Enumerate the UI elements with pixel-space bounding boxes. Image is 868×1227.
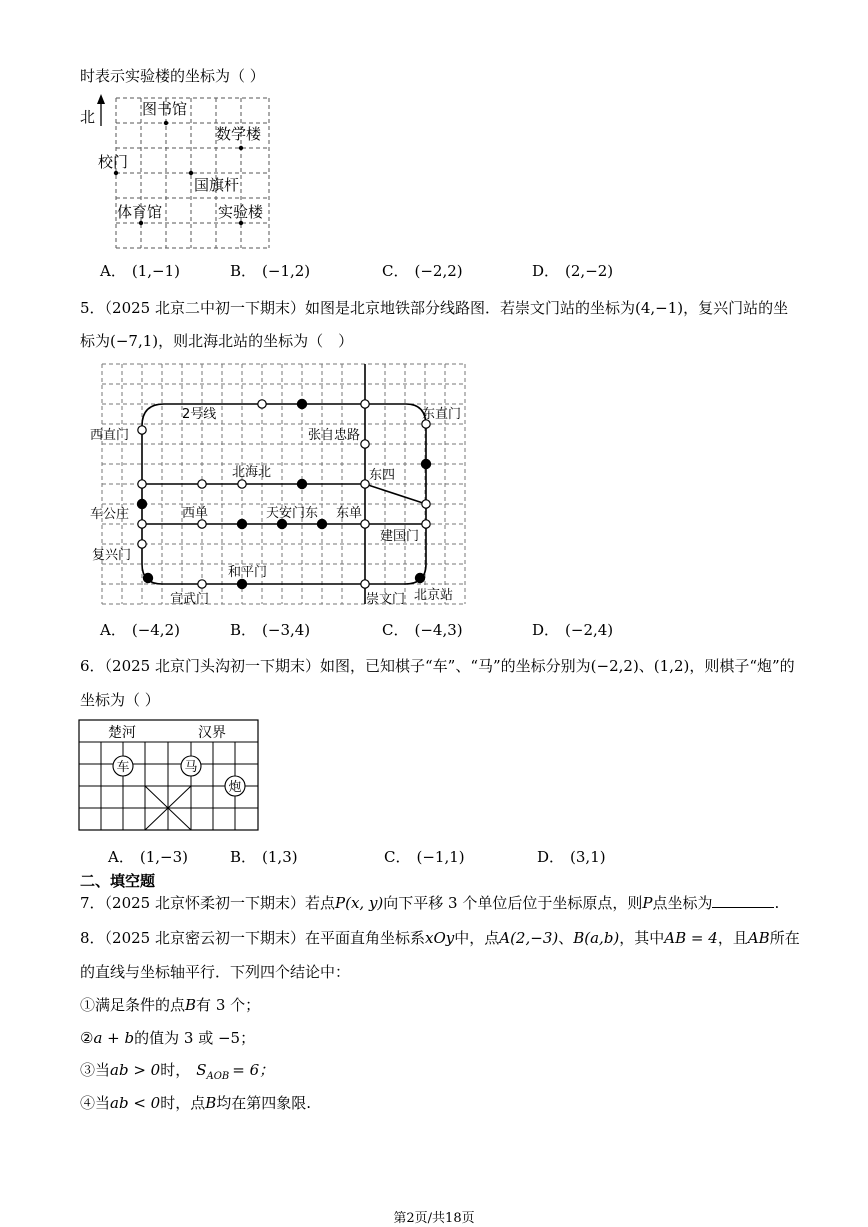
- dongsi-label: 东四: [369, 468, 396, 483]
- option-letter: D．: [532, 621, 560, 639]
- q4-north-label: 北: [80, 108, 96, 126]
- pao-label: 炮: [228, 780, 242, 795]
- option-value: (1,−1): [131, 262, 180, 280]
- option-letter: C．: [382, 621, 409, 639]
- q5-option-a[interactable]: [100, 619, 180, 641]
- q8-text-1: 8．（2025 北京密云初一下期末）在平面直角坐标系: [80, 929, 425, 947]
- q8-stem-line2: 的直线与坐标轴平行．下列四个结论中：: [80, 963, 351, 981]
- library-point: [164, 121, 168, 125]
- q8-stem-line1: [80, 928, 800, 948]
- option-value: (−1,2): [262, 262, 311, 280]
- q8-sep: 、: [558, 929, 574, 947]
- lab-point: [239, 221, 243, 225]
- q5-stations: [137, 399, 430, 588]
- q4-options: [100, 260, 660, 282]
- option-letter: A．: [108, 848, 134, 866]
- c4-b: B: [205, 1094, 217, 1112]
- c3-s: S: [196, 1061, 207, 1079]
- fuxingmen-label: 复兴门: [92, 548, 132, 563]
- math-building-label: 数学楼: [216, 125, 262, 143]
- north-arrow-icon: [97, 94, 105, 126]
- q8-text-3: ，其中: [619, 929, 665, 947]
- chegongzhuang-label: 车公庄: [90, 507, 130, 522]
- xizhimen-label: 西直门: [90, 428, 130, 443]
- q5-option-c[interactable]: [382, 619, 463, 641]
- q8-conclusion-1: [80, 995, 260, 1015]
- q8-point-a: A(2,−3): [499, 929, 559, 947]
- option-value: (−4,2): [131, 621, 180, 639]
- diagonal-line: [365, 484, 426, 504]
- q6-stem-line2: 坐标为（ ）: [80, 691, 160, 709]
- q5-subway-map: [90, 362, 470, 612]
- che-label: 车: [116, 760, 130, 775]
- page-footer: 第2页/共18页: [393, 1211, 475, 1226]
- q8-text-5: 所在: [769, 929, 800, 947]
- q7-answer-blank[interactable]: [712, 893, 774, 908]
- q4-option-b[interactable]: [230, 260, 310, 282]
- dongsi-station: [361, 480, 369, 488]
- c1-text-2: 有 3 个；: [196, 996, 261, 1014]
- school-gate-label: 校门: [98, 153, 129, 171]
- q6-option-c[interactable]: [384, 846, 465, 868]
- q4-campus-map: [76, 92, 276, 254]
- option-letter: B．: [230, 262, 257, 280]
- ma-piece: [181, 756, 201, 776]
- q6-stem-line1: 6．（2025 北京门头沟初一下期末）如图，已知棋子“车”、“马”的坐标分别为(−2,2)、(1,2)，则棋子“炮”的: [80, 657, 795, 675]
- c3-sub: AOB: [206, 1071, 230, 1082]
- q6-option-a[interactable]: [108, 846, 188, 868]
- c4-cond: ab < 0: [110, 1094, 161, 1112]
- line-2-label: 2号线: [182, 407, 217, 422]
- lab-label: 实验楼: [218, 203, 264, 221]
- option-value: (−3,4): [262, 621, 311, 639]
- option-letter: D．: [532, 262, 560, 280]
- flagpole-label: 国旗杆: [194, 176, 240, 194]
- beihaibei-label: 北海北: [232, 465, 272, 480]
- q5-stem-line2: 标为(−7,1)，则北海北站的坐标为（ ）: [80, 332, 354, 350]
- hanjie-label: 汉界: [198, 725, 226, 741]
- loop-line-2: [142, 404, 426, 584]
- c3-text-2: 时，: [160, 1061, 191, 1079]
- q8-ab-equals-4: AB = 4: [664, 929, 718, 947]
- q8-xoy: xOy: [425, 929, 455, 947]
- option-letter: C．: [382, 262, 409, 280]
- school-gate-point: [114, 171, 118, 175]
- option-letter: A．: [100, 621, 126, 639]
- option-value: (1,3): [262, 848, 298, 866]
- option-value: (3,1): [570, 848, 606, 866]
- q6-option-d[interactable]: [537, 846, 606, 868]
- gym-point: [139, 221, 143, 225]
- q6-option-b[interactable]: [230, 846, 298, 868]
- q4-option-a[interactable]: [100, 260, 180, 282]
- tiananmendong-label: 天安门东: [266, 506, 319, 521]
- q7-text-3: 点坐标为: [652, 894, 713, 912]
- q6-chessboard: [78, 719, 262, 835]
- q4-option-d[interactable]: [532, 260, 613, 282]
- section-heading-fill-in: 二、填空题: [80, 872, 156, 890]
- c4-text-3: 均在第四象限.: [216, 1094, 312, 1112]
- jianguomen-station: [422, 520, 430, 528]
- option-value: (−1,1): [416, 848, 465, 866]
- c3-cond: ab > 0: [110, 1061, 161, 1079]
- fuxingmen-station: [138, 540, 146, 548]
- q8-ab: AB: [747, 929, 770, 947]
- q8-conclusion-3: [80, 1060, 274, 1087]
- c1-text-1: ①满足条件的点: [80, 996, 186, 1014]
- dongzhimen-label: 东直门: [422, 407, 462, 422]
- c3-value: = 6；: [232, 1061, 275, 1079]
- q4-stem-tail: 时表示实验楼的坐标为（ ）: [80, 67, 265, 85]
- q7-period: .: [774, 894, 780, 912]
- q7-point-p: P(x, y): [335, 894, 384, 912]
- option-value: (−2,4): [565, 621, 614, 639]
- chegongzhuang-station: [137, 499, 146, 508]
- option-value: (−4,3): [414, 621, 463, 639]
- xizhimen-station: [138, 426, 146, 434]
- hepingmen-station: [237, 579, 246, 588]
- q5-options: [100, 619, 660, 641]
- option-value: (−2,2): [414, 262, 463, 280]
- che-piece: [113, 756, 133, 776]
- c2-text-1: ②: [80, 1029, 94, 1047]
- c2-expr: a + b: [93, 1029, 135, 1047]
- q6-options: [100, 846, 660, 868]
- c2-text-2: 的值为 3 或 −5；: [134, 1029, 256, 1047]
- hepingmen-label: 和平门: [228, 565, 268, 580]
- q8-conclusion-4: [80, 1093, 311, 1113]
- q8-text-4: ，且: [717, 929, 748, 947]
- chongwenmen-station: [361, 580, 369, 588]
- q5-stem-line1: 5．（2025 北京二中初一下期末）如图是北京地铁部分线路图．若崇文门站的坐标为(4,−1)，复兴门站的坐: [80, 299, 789, 317]
- option-letter: B．: [230, 621, 257, 639]
- c3-text-1: ③当: [80, 1061, 111, 1079]
- q8-conclusion-2: [80, 1028, 255, 1048]
- q5-option-d[interactable]: [532, 619, 613, 641]
- dongdan-label: 东单: [336, 506, 363, 521]
- zhangzizhonglu-station: [361, 440, 369, 448]
- q7-p: P: [642, 894, 653, 912]
- q8-text-2: 中，点: [454, 929, 500, 947]
- library-label: 图书馆: [142, 100, 188, 118]
- beijingzhan-station: [415, 573, 424, 582]
- q7-text-1: 7．（2025 北京怀柔初一下期末）若点: [80, 894, 335, 912]
- xidan-label: 西单: [182, 506, 209, 521]
- option-letter: A．: [100, 262, 126, 280]
- option-value: (2,−2): [565, 262, 614, 280]
- option-letter: B．: [230, 848, 257, 866]
- xuanwumen-label: 宣武门: [170, 592, 210, 607]
- flagpole-point: [189, 171, 193, 175]
- xidan-station: [198, 520, 206, 528]
- chuhe-label: 楚河: [108, 725, 136, 741]
- beihaibei-station: [238, 480, 246, 488]
- q4-option-c[interactable]: [382, 260, 463, 282]
- q8-point-b: B(a,b): [573, 929, 620, 947]
- beijingzhan-label: 北京站: [414, 588, 454, 603]
- c4-text-2: 时，点: [160, 1094, 206, 1112]
- ma-label: 马: [184, 760, 198, 775]
- q7-stem: [80, 893, 779, 913]
- pao-piece: [225, 776, 245, 796]
- math-building-point: [239, 146, 243, 150]
- xuanwumen-station: [198, 580, 206, 588]
- chongwenmen-label: 崇文门: [366, 592, 406, 607]
- option-letter: D．: [537, 848, 565, 866]
- option-value: (1,−3): [139, 848, 188, 866]
- jianguomen-label: 建国门: [380, 529, 420, 544]
- zhangzizhonglu-label: 张自忠路: [308, 428, 361, 443]
- q5-option-b[interactable]: [230, 619, 310, 641]
- option-letter: C．: [384, 848, 411, 866]
- q7-text-2: 向下平移 3 个单位后位于坐标原点，则: [383, 894, 643, 912]
- c4-text-1: ④当: [80, 1094, 111, 1112]
- gym-label: 体育馆: [117, 203, 163, 221]
- c1-b: B: [185, 996, 197, 1014]
